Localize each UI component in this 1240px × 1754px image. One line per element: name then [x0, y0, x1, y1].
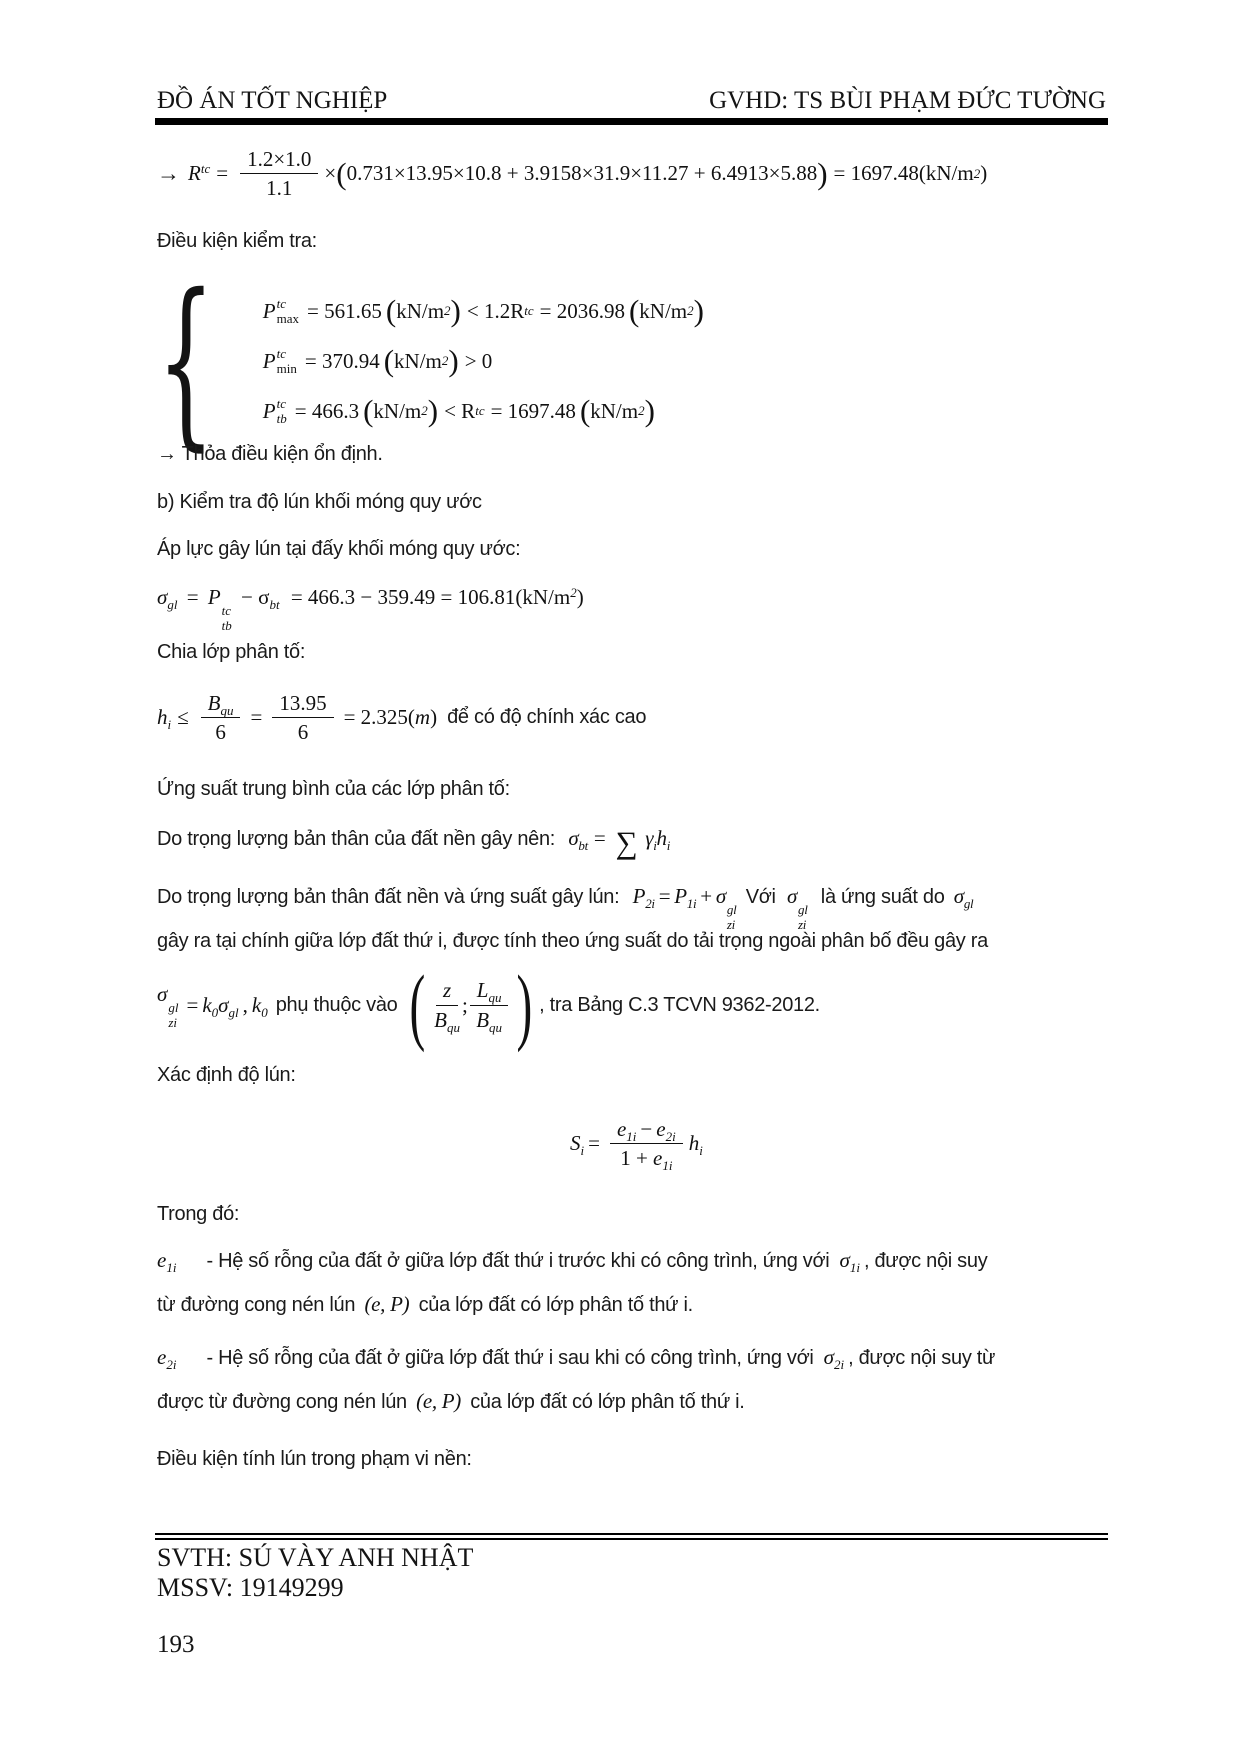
denominator: $1 + e_{1i}$ — [620, 1146, 673, 1174]
eP-curve: (e, P) — [416, 1389, 461, 1413]
op-le: ≤ — [177, 705, 189, 730]
footer-rule — [155, 1533, 1108, 1540]
sub: min — [276, 361, 297, 376]
e2i-definition — [157, 1345, 995, 1370]
unit: kN/m — [394, 348, 442, 373]
fraction-e — [610, 1116, 683, 1172]
sigma-gl: $\sigma_{gl}$ — [953, 884, 974, 911]
condition-pmin: P tc min = 370.94 ( kN/m 2 ) > 0 — [262, 343, 493, 378]
numerator: $e_{1i} - e_{2i}$ — [610, 1116, 683, 1144]
avg-stress-intro: Ứng suất trung bình của các lớp phân tố: — [157, 778, 510, 800]
op-eq: = — [250, 705, 263, 730]
result: = 466.3 − 359.49 = 106.81(kN/m — [290, 585, 571, 609]
text: từ đường cong nén lún — [157, 1294, 356, 1316]
numerator: 13.95 — [272, 690, 333, 718]
value: = 466.3 — [294, 398, 360, 423]
var-S: $S_i$ — [570, 1131, 585, 1159]
var-P: P — [207, 585, 221, 609]
formula-p2i: $P_{2i} = P_{1i} + \sigma$ gl zi — [632, 884, 737, 932]
unit: kN/m — [639, 298, 688, 323]
formula-si — [570, 1116, 703, 1172]
formula-hi — [157, 690, 646, 746]
unit: kN/m — [590, 398, 639, 423]
left-brace: { — [157, 255, 215, 467]
depends-text: phụ thuộc vào — [275, 993, 398, 1016]
denominator: $B_{qu}$ — [476, 1007, 503, 1035]
script-stack — [222, 604, 232, 632]
sigma-gl-zi: σ gl zi — [786, 884, 808, 932]
tail-text: , được nội suy từ — [848, 1347, 996, 1369]
op-eq: = — [186, 585, 199, 609]
self-weight-line — [157, 825, 671, 860]
definition-text: - Hệ số rỗng của đất ở giữa lớp đất thứ i sau khi có công trình, ứng với — [206, 1347, 814, 1369]
stability-conclusion: → Thỏa điều kiện ổn định. — [157, 443, 383, 465]
numerator: $L_{qu}$ — [470, 977, 509, 1005]
sigma-2i: $\sigma_{2i}$ — [823, 1345, 845, 1372]
sub: max — [276, 311, 300, 326]
p2i-line — [157, 884, 973, 931]
fraction-z-Bqu — [434, 977, 460, 1033]
formula-rtc: → $R^{tc}$ = $\frac{1.2\times 1.0}{1.1}$ × ( 0.731×13.95×10.8 + 3.9158×31.9×11.27 + 6.4913×5.88 ) = 1697.48(kN/m 2 ) — [157, 147, 988, 201]
var-e2i: $e_{2i}$ — [157, 1345, 177, 1372]
formula-sigma-bt: $\sigma_{bt}$ = ∑ $\gamma_ih_i$ — [568, 825, 671, 860]
sigma-1i: $\sigma_{1i}$ — [839, 1248, 860, 1275]
op-minus-sigma: − $\sigma_{bt}$ — [241, 585, 280, 612]
denominator: 6 — [215, 720, 226, 745]
voi-text: Với — [745, 886, 776, 908]
footer-mssv: MSSV: 19149299 — [157, 1573, 344, 1602]
formula-k0: σ gl zi = $k_0\sigma_{gl}$ , $k_0$ phụ thuộc vào ( $\frac{z}{B_{qu}}$ ; $\frac{L_{qu}}{B_{qu}}$ ) , tra Bảng C.3 TCVN 9362-2012. — [157, 957, 820, 1053]
p2i-continuation: gây ra tại chính giữa lớp đất thứ i, được tính theo ứng suất do tải trọng ngoài phân bố đều gây ra — [157, 930, 988, 952]
value2: = 1697.48 — [490, 398, 576, 423]
compare: < 1.2R — [466, 298, 525, 323]
lead-text: Do trọng lượng bản thân của đất nền gây nên: — [157, 828, 556, 850]
page-number: 193 — [157, 1631, 195, 1658]
arrow-icon: → — [157, 160, 180, 186]
condition-pmax: P tc max = 561.65 ( kN/m 2 ) < 1.2R tc = 2036.98 ( kN/m 2 ) — [262, 293, 704, 328]
settlement-title: Xác định độ lún: — [157, 1064, 296, 1086]
text: được từ đường cong nén lún — [157, 1391, 407, 1413]
var-sigma: $\sigma_{gl}$ — [157, 585, 178, 612]
denominator: $B_{qu}$ — [434, 1007, 460, 1035]
k0-sigma: $k_0\sigma_{gl}$ — [202, 992, 239, 1020]
var-h: $h_i$ — [688, 1131, 703, 1159]
result: = 1697.48(kN/m — [833, 161, 974, 186]
script-stack — [277, 347, 297, 375]
legend-title: Trong đó: — [157, 1203, 240, 1225]
e1i-definition — [157, 1248, 987, 1273]
unit: kN/m — [373, 398, 422, 423]
k0-var: $k_0$ — [251, 992, 268, 1020]
header-rule — [155, 118, 1108, 125]
var-P: P — [262, 348, 276, 373]
script-stack — [277, 397, 287, 425]
sub: zi — [168, 1014, 178, 1030]
footer-svth: SVTH: SÚ VÀY ANH NHẬT — [157, 1543, 474, 1572]
value: = 561.65 — [307, 298, 382, 323]
settlement-pressure-intro: Áp lực gây lún tại đấy khối móng quy ước: — [157, 538, 521, 560]
op-eq: = — [186, 992, 199, 1017]
sup: tc — [276, 396, 287, 411]
check-title: Điều kiện kiểm tra: — [157, 230, 317, 252]
var-P: P — [262, 298, 276, 323]
sup: tc — [276, 346, 287, 361]
mid-text: là ứng suất do — [820, 886, 945, 908]
value: = 370.94 — [304, 348, 380, 373]
value2: = 2036.98 — [539, 298, 625, 323]
numerator: z — [436, 977, 458, 1005]
numerator: 1.2×1.0 — [240, 146, 318, 174]
sum-icon: ∑ — [615, 825, 638, 860]
semicolon: ; — [461, 992, 468, 1017]
result: = 2.325( — [343, 705, 415, 730]
op-eq: = — [588, 1131, 600, 1156]
var-P: P — [262, 398, 276, 423]
compare: > 0 — [464, 348, 493, 373]
fraction — [240, 146, 318, 202]
header-right: GVHD: TS BÙI PHẠM ĐỨC TƯỜNG — [709, 87, 1106, 114]
unit: kN/m — [396, 298, 445, 323]
table-ref-text: , tra Bảng C.3 TCVN 9362-2012. — [539, 993, 820, 1016]
note-text: để có độ chính xác cao — [447, 706, 647, 729]
close: ) — [430, 705, 438, 730]
close: ) — [980, 161, 988, 186]
tail-text: , được nội suy — [863, 1250, 988, 1272]
sigma-gl-zi: σ gl zi — [157, 981, 179, 1030]
op-eq: = — [216, 161, 229, 186]
settlement-condition-line: Điều kiện tính lún trong phạm vi nền: — [157, 1448, 472, 1470]
section-b-heading: b) Kiểm tra độ lún khối móng quy ước — [157, 491, 482, 513]
var-R: $R^{tc}$ — [188, 161, 211, 186]
formula-sigma-gl — [157, 585, 584, 632]
denominator: 6 — [297, 720, 309, 745]
e2i-definition-line2 — [157, 1389, 745, 1414]
fraction-value — [272, 690, 333, 746]
fraction-Lqu-Bqu — [470, 977, 509, 1033]
fraction-Bqu — [201, 690, 241, 746]
compare: < R — [444, 398, 476, 423]
e1i-definition-line2 — [157, 1292, 693, 1317]
sub: tb — [276, 411, 287, 426]
close: ) — [576, 585, 584, 609]
text: của lớp đất có lớp phân tố thứ i. — [418, 1294, 693, 1316]
op-times: × — [324, 161, 337, 186]
text: của lớp đất có lớp phân tố thứ i. — [470, 1391, 745, 1413]
definition-text: - Hệ số rỗng của đất ở giữa lớp đất thứ i trước khi có công trình, ứng với — [206, 1250, 830, 1272]
sup: gl — [168, 999, 179, 1015]
sublayer-intro: Chia lớp phân tố: — [157, 641, 306, 663]
script-stack — [277, 297, 299, 325]
header-left: ĐỒ ÁN TỐT NGHIỆP — [157, 87, 388, 114]
lead-text: Do trọng lượng bản thân đất nền và ứng suất gây lún: — [157, 886, 620, 908]
var-h: $h_i$ — [157, 705, 172, 733]
var-m: m — [414, 705, 431, 730]
comma: , — [242, 992, 248, 1017]
sup: tc — [276, 296, 287, 311]
condition-ptb: P tc tb = 466.3 ( kN/m 2 ) < R tc = 1697.48 ( kN/m 2 ) — [262, 393, 655, 428]
sub: tb — [221, 618, 232, 633]
denominator: 1.1 — [266, 176, 293, 201]
eP-curve: (e, P) — [364, 1292, 410, 1316]
sup-2: 2 — [570, 585, 577, 600]
terms: 0.731×13.95×10.8 + 3.9158×31.9×11.27 + 6.4913×5.88 — [346, 161, 818, 186]
numerator: $B_{qu}$ — [201, 690, 241, 718]
var-e1i: $e_{1i}$ — [157, 1248, 177, 1275]
sup: tc — [221, 603, 232, 618]
